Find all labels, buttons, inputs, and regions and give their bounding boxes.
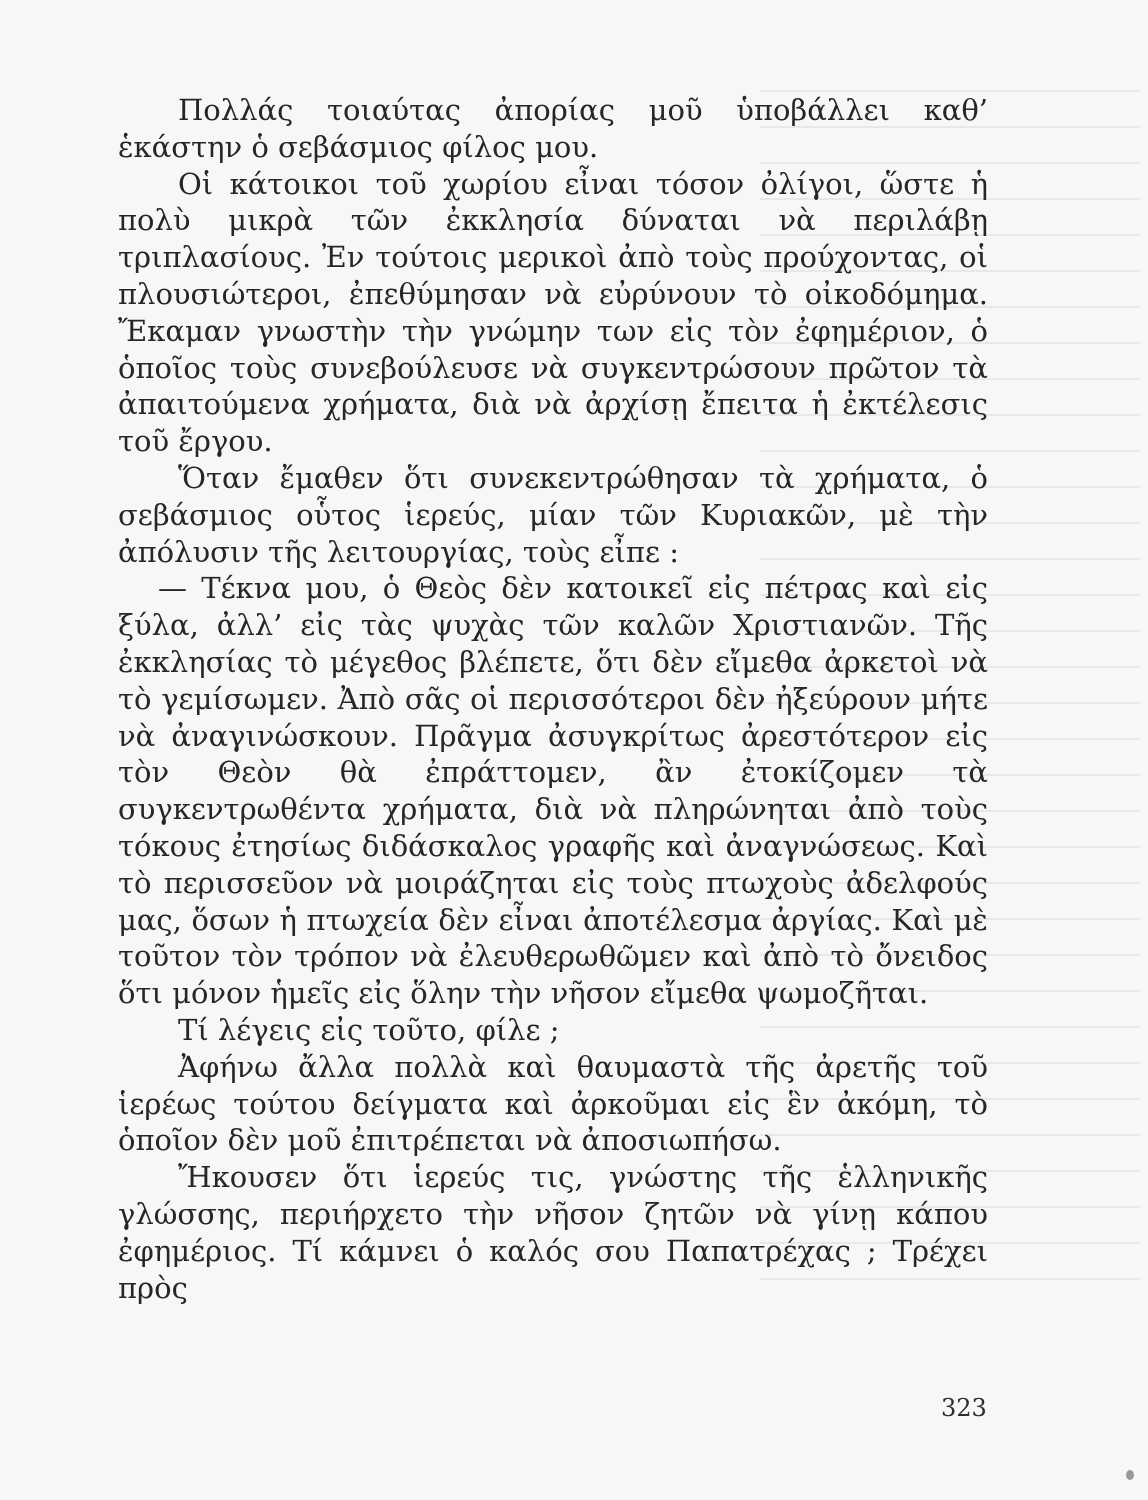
paragraph-5: Τί λέγεις εἰς τοῦτο, φίλε ;	[178, 1012, 560, 1047]
paragraph-2: Οἱ κάτοικοι τοῦ χωρίου εἶναι τόσον ὀλίγοι, ὥστε ἡ πολὺ μικρὰ τῶν ἐκκλησία δύναται νὰ περιλάβῃ τριπλασίους. Ἐν τούτοις μερικοὶ ἀπὸ τοὺς προύχοντας, οἱ πλουσιώτεροι, ἐπεθύμησαν νὰ εὐρύνουν τὸ οἰκοδόμημα. Ἔκαμαν γνωστὴν τὴν γνώμην των εἰς τὸν ἐφημέριον, ὁ ὁποῖος τοὺς συνεβούλευσε νὰ συγκεντρώσουν πρῶτον τὰ ἀπαιτούμενα χρήματα, διὰ νὰ ἀρχίσῃ ἔπειτα ἡ ἐκτέλεσις τοῦ ἔργου.	[118, 166, 988, 459]
paragraph-3: Ὅταν ἔμαθεν ὅτι συνεκεντρώθησαν τὰ χρήματα, ὁ σεβάσμιος οὗτος ἱερεύς, μίαν τῶν Κυριακῶν, μὲ τὴν ἀπόλυσιν τῆς λειτουργίας, τοὺς εἶπε :	[118, 460, 988, 569]
paragraph-4-speech: — Τέκνα μου, ὁ Θεὸς δὲν κατοικεῖ εἰς πέτρας καὶ εἰς ξύλα, ἀλλ’ εἰς τὰς ψυχὰς τῶν καλῶν Χριστιανῶν. Τῆς ἐκκλησίας τὸ μέγεθος βλέπετε, ὅτι δὲν εἴμεθα ἀρκετοὶ νὰ τὸ γεμίσωμεν. Ἀπὸ σᾶς οἱ περισσότεροι δὲν ἠξεύρουν μήτε νὰ ἀναγινώσκουν. Πρᾶγμα ἀσυγκρίτως ἀρεστότερον εἰς τὸν Θεὸν θὰ ἐπράττομεν, ἂν ἐτοκίζομεν τὰ συγκεντρωθέντα χρήματα, διὰ νὰ πληρώνηται ἀπὸ τοὺς τόκους ἐτησίως διδάσκαλος γραφῆς καὶ ἀναγνώσεως. Καὶ τὸ περισσεῦον νὰ μοιράζηται εἰς τοὺς πτωχοὺς ἀδελφούς μας, ὅσων ἡ πτωχεία δὲν εἶναι ἀποτέλεσμα ἀργίας. Καὶ μὲ τοῦτον τὸν τρόπον νὰ ἐλευθερωθῶμεν καὶ ἀπὸ τὸ ὄνειδος ὅτι μόνον ἡμεῖς εἰς ὅλην τὴν νῆσον εἴμεθα ψωμοζῆται.	[118, 571, 988, 1011]
paragraph-6: Ἀφήνω ἄλλα πολλὰ καὶ θαυμαστὰ τῆς ἀρετῆς τοῦ ἱερέως τούτου δείγματα καὶ ἀρκοῦμαι εἰς ἓν ἀκόμη, τὸ ὁποῖον δὲν μοῦ ἐπιτρέπεται νὰ ἀποσιωπήσω.	[118, 1049, 988, 1158]
paragraph-7: Ἤκουσεν ὅτι ἱερεύς τις, γνώστης τῆς ἑλληνικῆς γλώσσης, περιήρχετο τὴν νῆσον ζητῶν νὰ γίνῃ κάπου ἐφημέριος. Τί κάμνει ὁ καλός σου Παπατρέχας ; Τρέχει πρὸς	[118, 1160, 988, 1305]
paragraph-1: Πολλάς τοιαύτας ἀπορίας μοῦ ὑποβάλλει καθ’ ἑκάστην ὁ σεβάσμιος φίλος μου.	[118, 93, 988, 164]
page-number: 323	[941, 1394, 987, 1422]
ink-speck	[1126, 1470, 1134, 1480]
body-text	[118, 92, 988, 1306]
